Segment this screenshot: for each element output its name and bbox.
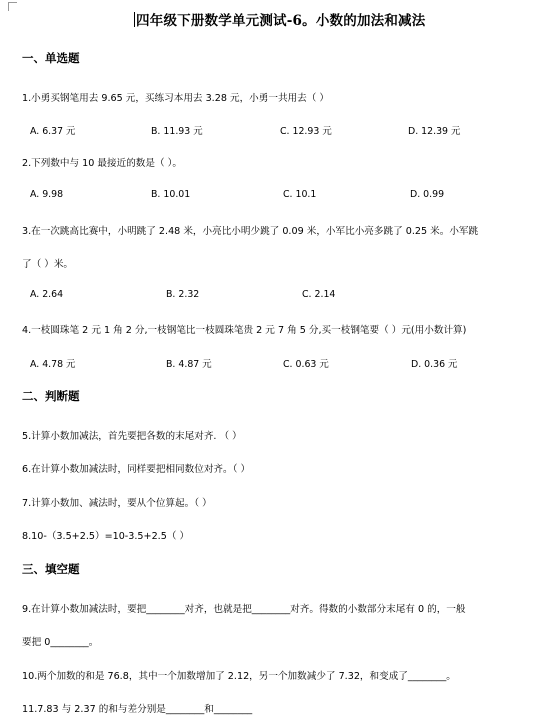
q4-option-b: B. 4.87 元 <box>166 359 212 370</box>
section-heading-true-false: 二、判断题 <box>22 389 80 403</box>
q3-option-b: B. 2.32 <box>166 289 200 300</box>
page-title: 四年级下册数学单元测试-6。小数的加法和减法 <box>0 9 559 29</box>
q3-option-c: C. 2.14 <box>302 289 336 300</box>
q1-option-b: B. 11.93 元 <box>151 126 203 137</box>
q4-option-d: D. 0.36 元 <box>411 359 458 370</box>
q4-option-a: A. 4.78 元 <box>30 359 76 370</box>
q2-option-c: C. 10.1 <box>283 189 317 200</box>
q1-option-c: C. 12.93 元 <box>280 126 332 137</box>
q2-option-a: A. 9.98 <box>30 189 64 200</box>
q2-option-b: B. 10.01 <box>151 189 191 200</box>
question-9-line-2: 要把 0________。 <box>22 637 99 648</box>
q4-option-c: C. 0.63 元 <box>283 359 329 370</box>
q3-option-a: A. 2.64 <box>30 289 64 300</box>
question-2: 2.下列数中与 10 最接近的数是（ ）。 <box>22 158 183 169</box>
question-7: 7.计算小数加、减法时，要从个位算起。（ ） <box>22 498 212 509</box>
question-3-line-1: 3.在一次跳高比赛中，小明跳了 2.48 米，小亮比小明少跳了 0.09 米，小军比小亮多跳了 0.25 米。小军跳 <box>22 226 479 237</box>
text-cursor <box>134 12 136 27</box>
question-4: 4.一枝圆珠笔 2 元 1 角 2 分,一枝钢笔比一枝圆珠笔贵 2 元 7 角 5 分,买一枝钢笔要（ ）元(用小数计算) <box>22 325 467 336</box>
q1-option-d: D. 12.39 元 <box>408 126 461 137</box>
question-6: 6.在计算小数加减法时，同样要把相同数位对齐。（ ） <box>22 464 251 475</box>
question-1: 1.小勇买钢笔用去 9.65 元，买练习本用去 3.28 元，小勇一共用去（ ） <box>22 93 329 104</box>
question-11: 11.7.83 与 2.37 的和与差分别是________和________ <box>22 704 253 715</box>
section-heading-single-choice: 一、单选题 <box>22 51 80 65</box>
q2-option-d: D. 0.99 <box>410 189 445 200</box>
question-9-line-1: 9.在计算小数加减法时，要把________对齐，也就是把________对齐。得数的小数部分末尾有 0 的，一般 <box>22 604 466 615</box>
section-heading-fill-in: 三、填空题 <box>22 562 80 576</box>
question-5: 5.计算小数加减法，首先要把各数的末尾对齐. （ ） <box>22 431 242 442</box>
question-3-line-2: 了（ ）米。 <box>22 259 74 270</box>
q1-option-a: A. 6.37 元 <box>30 126 76 137</box>
question-10: 10.两个加数的和是 76.8，其中一个加数增加了 2.12，另一个加数减少了 7.32，和变成了________。 <box>22 671 456 682</box>
question-8: 8.10-（3.5+2.5）=10-3.5+2.5（ ） <box>22 531 190 542</box>
